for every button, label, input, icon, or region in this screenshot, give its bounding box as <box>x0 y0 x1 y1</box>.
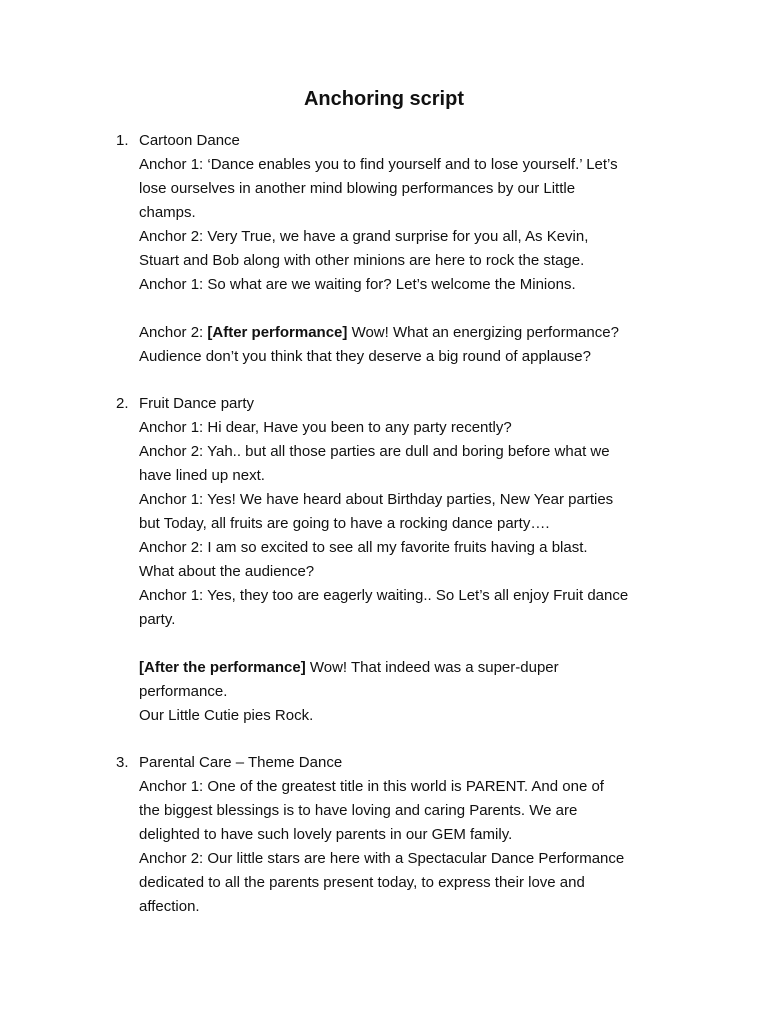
script-line: Anchor 1: Yes! We have heard about Birthday parties, New Year parties <box>139 491 614 508</box>
script-line: Anchor 2: Our little stars are here with a Spectacular Dance Performance <box>139 850 625 867</box>
document-title: Anchoring script <box>303 88 464 110</box>
script-line: Anchor 2: Yah.. but all those parties are dull and boring before what we <box>139 443 610 460</box>
script-line: Stuart and Bob along with other minions are here to rock the stage. <box>139 252 585 269</box>
script-line: Anchor 2: I am so excited to see all my favorite fruits having a blast. <box>139 539 588 556</box>
script-line: lose ourselves in another mind blowing performances by our Little <box>139 180 576 197</box>
after-performance-line <box>139 321 699 345</box>
script-line: Anchor 1: So what are we waiting for? Let’s welcome the Minions. <box>139 276 576 293</box>
script-line: champs. <box>139 204 196 221</box>
script-line: but Today, all fruits are going to have a rocking dance party…. <box>139 515 550 532</box>
script-line: Audience don’t you think that they deserve a big round of applause? <box>139 348 591 365</box>
section-number: 2. <box>116 395 129 412</box>
script-line: Our Little Cutie pies Rock. <box>139 707 314 724</box>
script-line: have lined up next. <box>139 467 265 484</box>
script-line: dedicated to all the parents present today, to express their love and <box>139 874 585 891</box>
section-number: 1. <box>116 132 129 149</box>
section-heading: Parental Care – Theme Dance <box>139 754 343 771</box>
script-line: Anchor 1: ‘Dance enables you to find yourself and to lose yourself.’ Let’s <box>139 156 618 173</box>
script-line: Anchor 1: One of the greatest title in this world is PARENT. And one of <box>139 778 604 795</box>
script-line: performance. <box>139 683 228 700</box>
section-heading: Cartoon Dance <box>139 132 240 149</box>
script-line: Anchor 1: Yes, they too are eagerly waiting.. So Let’s all enjoy Fruit dance <box>139 587 629 604</box>
after-performance-cue: [After performance] <box>207 324 348 341</box>
script-line: What about the audience? <box>139 563 315 580</box>
script-line: delighted to have such lovely parents in our GEM family. <box>139 826 513 843</box>
section-number: 3. <box>116 754 129 771</box>
script-line: the biggest blessings is to have loving and caring Parents. We are <box>139 802 578 819</box>
after-performance-cue: [After the performance] <box>139 659 306 676</box>
script-line: party. <box>139 611 176 628</box>
after-text: Wow! That indeed was a super-duper <box>305 659 559 676</box>
script-line: Anchor 1: Hi dear, Have you been to any party recently? <box>139 419 512 436</box>
after-performance-line <box>139 656 699 680</box>
anchor-prefix: Anchor 2: <box>139 324 208 341</box>
after-text: Wow! What an energizing performance? <box>347 324 619 341</box>
script-line: Anchor 2: Very True, we have a grand surprise for you all, As Kevin, <box>139 228 589 245</box>
script-line: affection. <box>139 898 200 915</box>
section-heading: Fruit Dance party <box>139 395 255 412</box>
